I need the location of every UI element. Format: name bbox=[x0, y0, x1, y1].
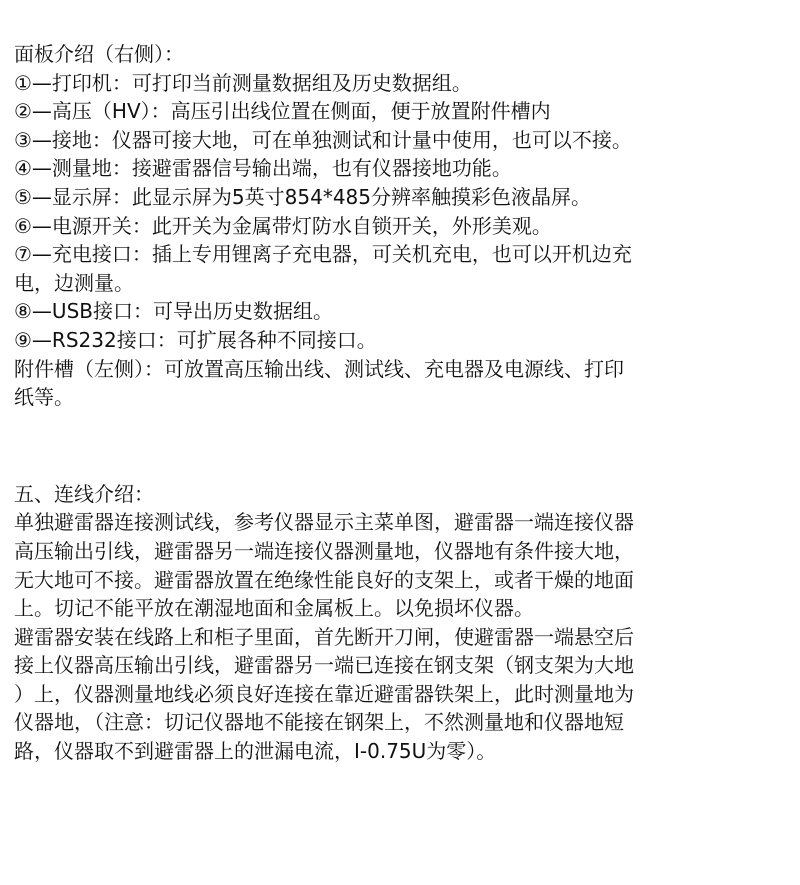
panel-item-charge-port: ⑦—充电接口：插上专用锂离子充电器，可关机充电，也可以开机边充 bbox=[14, 242, 632, 267]
panel-heading: 面板介绍（右侧）： bbox=[14, 42, 184, 66]
panel-item-display: ⑤—显示屏：此显示屏为5英寸854*485分辨率触摸彩色液晶屏。 bbox=[14, 184, 592, 209]
wiring-paragraph-line: 接上仪器高压输出引线，避雷器另一端已连接在钢支架（钢支架为大地 bbox=[14, 653, 634, 678]
wiring-paragraph-line: 上。切记不能平放在潮湿地面和金属板上。以免损坏仪器。 bbox=[14, 596, 534, 621]
panel-item-rs232: ⑨—RS232接口：可扩展各种不同接口。 bbox=[14, 327, 377, 352]
wiring-paragraph-line: ）上，仪器测量地线必须良好连接在靠近避雷器铁架上，此时测量地为 bbox=[14, 681, 634, 706]
panel-item-ground: ③—接地：仪器可接大地，可在单独测试和计量中使用，也可以不接。 bbox=[14, 127, 632, 152]
section-spacer bbox=[14, 412, 786, 480]
panel-item-high-voltage: ②—高压（HV）：高压引出线位置在侧面，便于放置附件槽内 bbox=[14, 99, 551, 124]
panel-item-accessory-slot-cont: 纸等。 bbox=[14, 385, 74, 410]
wiring-heading: 五、连线介绍： bbox=[14, 481, 154, 506]
panel-item-accessory-slot: 附件槽（左侧）：可放置高压输出线、测试线、充电器及电源线、打印 bbox=[14, 356, 624, 381]
panel-item-charge-port-cont: 电，边测量。 bbox=[14, 270, 134, 295]
panel-item-usb: ⑧—USB接口：可导出历史数据组。 bbox=[14, 299, 333, 324]
wiring-paragraph-line: 避雷器安装在线路上和柜子里面，首先断开刀闸，使避雷器一端悬空后 bbox=[14, 624, 634, 649]
wiring-paragraph-line: 路，仪器取不到避雷器上的泄漏电流，I-0.75U为零）。 bbox=[14, 739, 497, 764]
panel-item-power-switch: ⑥—电源开关：此开关为金属带灯防水自锁开关，外形美观。 bbox=[14, 213, 552, 238]
wiring-paragraph-line: 高压输出引线，避雷器另一端连接仪器测量地，仪器地有条件接大地， bbox=[14, 538, 634, 563]
wiring-paragraph-line: 单独避雷器连接测试线，参考仪器显示主菜单图，避雷器一端连接仪器 bbox=[14, 510, 634, 535]
wiring-paragraph-line: 无大地可不接。避雷器放置在绝缘性能良好的支架上，或者干燥的地面 bbox=[14, 567, 634, 592]
wiring-paragraph-line: 仪器地，（注意：切记仪器地不能接在钢架上，不然测量地和仪器地短 bbox=[14, 710, 624, 735]
panel-item-measure-ground: ④—测量地：接避雷器信号输出端，也有仪器接地功能。 bbox=[14, 156, 512, 181]
document-page bbox=[14, 40, 786, 766]
panel-item-printer: ①—打印机：可打印当前测量数据组及历史数据组。 bbox=[14, 70, 472, 95]
